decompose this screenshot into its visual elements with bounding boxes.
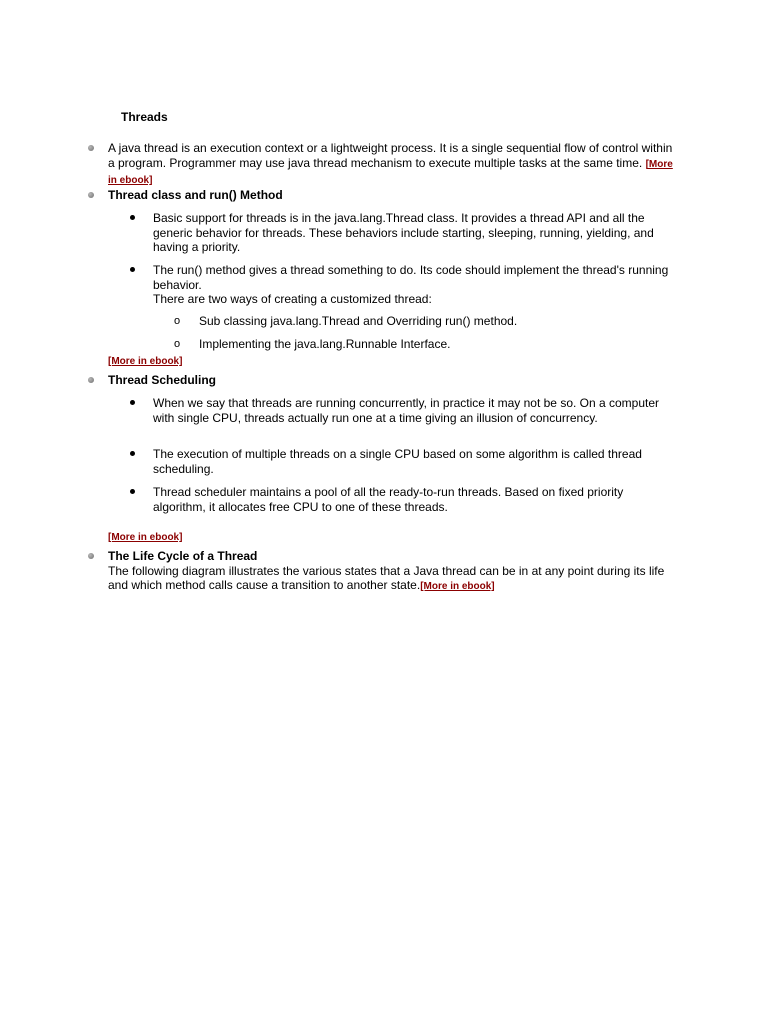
more-in-ebook-link-thread-class[interactable]: [More in ebook] xyxy=(108,356,183,367)
bullet-icon xyxy=(88,377,94,383)
dot-icon xyxy=(130,400,135,405)
sub-item-run-method xyxy=(153,263,678,307)
sub-item-text: Basic support for threads is in the java.lang.Thread class. It provides a thread API and all the generic behavior for threads. These behaviors include starting, sleeping, running, yielding, and having a priority. xyxy=(153,211,654,255)
sub-item-text: The run() method gives a thread something to do. Its code should implement the thread's running behavior. xyxy=(153,263,669,292)
dot-icon xyxy=(130,451,135,456)
dot-icon xyxy=(130,267,135,272)
dot-icon xyxy=(130,489,135,494)
sub-item-concurrency xyxy=(153,396,678,425)
sub-sub-item-text: Implementing the java.lang.Runnable Interface. xyxy=(199,337,451,351)
list-item-lifecycle xyxy=(108,549,678,595)
sub-item-text: When we say that threads are running concurrently, in practice it may not be so. On a computer with single CPU, threads actually run one at a time giving an illusion of concurrency. xyxy=(153,396,660,425)
lifecycle-text: The following diagram illustrates the various states that a Java thread can be in at any point during its life and which method calls cause a transition to another state. xyxy=(108,563,665,593)
list-item-scheduling xyxy=(108,373,678,388)
section-heading-thread-class: Thread class and run() Method xyxy=(108,188,283,202)
sub-item-scheduler-pool xyxy=(153,485,678,514)
bullet-icon xyxy=(88,553,94,559)
section-heading-lifecycle: The Life Cycle of a Thread xyxy=(108,549,258,563)
sub-sub-item-text: Sub classing java.lang.Thread and Overriding run() method. xyxy=(199,314,518,328)
sub-item-text: Thread scheduler maintains a pool of all the ready-to-run threads. Based on fixed priority algorithm, it allocates free CPU to one of these threads. xyxy=(153,485,624,514)
ways-intro-text: There are two ways of creating a customized thread: xyxy=(153,292,432,307)
more-in-ebook-link-scheduling[interactable]: [More in ebook] xyxy=(108,532,183,543)
bullet-icon xyxy=(88,192,94,198)
page-title: Threads xyxy=(121,110,168,124)
section-heading-scheduling: Thread Scheduling xyxy=(108,373,217,387)
more-in-ebook-link-intro[interactable]: [More in ebook] xyxy=(108,158,673,187)
sub-item-thread-api xyxy=(153,211,678,255)
circle-bullet-icon: o xyxy=(174,315,181,327)
dot-icon xyxy=(130,215,135,220)
sub-item-text: The execution of multiple threads on a single CPU based on some algorithm is called thread scheduling. xyxy=(153,447,642,476)
more-in-ebook-link-lifecycle[interactable]: [More in ebook] xyxy=(420,581,495,593)
sub-sub-item-runnable xyxy=(174,337,679,352)
bullet-icon xyxy=(88,145,94,151)
circle-bullet-icon: o xyxy=(174,338,181,350)
list-item-thread-class xyxy=(108,188,678,203)
sub-item-scheduling-definition xyxy=(153,447,678,476)
sub-sub-item-subclassing xyxy=(174,314,679,329)
intro-text: A java thread is an execution context or a lightweight process. It is a single sequential flow of control within a program. Programmer may use java thread mechanism to execute multiple tasks at the same time. xyxy=(108,141,673,170)
list-item-intro xyxy=(108,141,678,189)
